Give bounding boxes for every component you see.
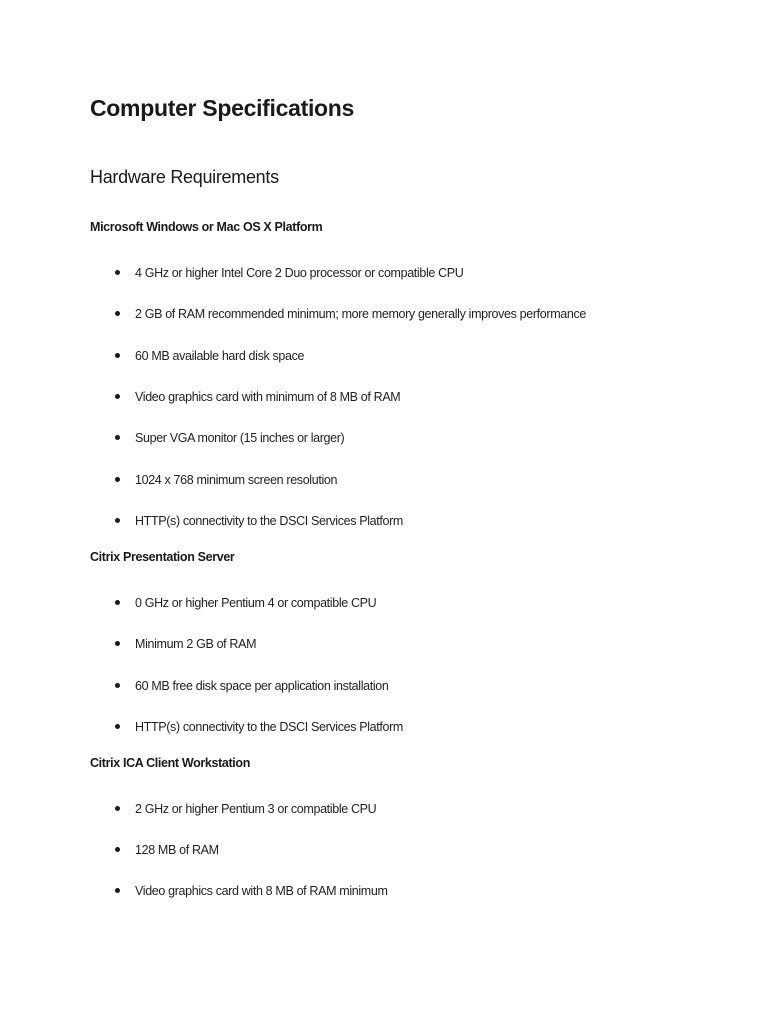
- list-item-text: Video graphics card with minimum of 8 MB of RAM: [135, 390, 401, 404]
- list-item: [0, 471, 768, 491]
- list-item: [0, 347, 768, 367]
- list-item-text: 4 GHz or higher Intel Core 2 Duo processor or compatible CPU: [135, 266, 464, 280]
- bullet-icon: [115, 724, 120, 729]
- bullet-icon: [115, 353, 120, 358]
- list-item-text: 60 MB available hard disk space: [135, 349, 305, 363]
- list-item-text: 2 GHz or higher Pentium 3 or compatible CPU: [135, 802, 377, 816]
- list-item-text: HTTP(s) connectivity to the DSCI Services Platform: [135, 720, 403, 734]
- list-item-text: 60 MB free disk space per application installation: [135, 679, 389, 693]
- bullet-icon: [115, 270, 120, 275]
- page-title: Computer Specifications: [90, 95, 355, 121]
- list-item: [0, 841, 768, 861]
- bullet-icon: [115, 806, 120, 811]
- subheading-windows-mac: Microsoft Windows or Mac OS X Platform: [90, 220, 323, 234]
- list-item: [0, 429, 768, 449]
- list-item-text: HTTP(s) connectivity to the DSCI Services Platform: [135, 514, 403, 528]
- bullet-icon: [115, 683, 120, 688]
- bullet-icon: [115, 477, 120, 482]
- list-item: [0, 882, 768, 902]
- list-item: [0, 388, 768, 408]
- list-item: [0, 594, 768, 614]
- list-item: [0, 264, 768, 284]
- list-item-text: Minimum 2 GB of RAM: [135, 637, 257, 651]
- list-item-text: 0 GHz or higher Pentium 4 or compatible CPU: [135, 596, 377, 610]
- bullet-icon: [115, 641, 120, 646]
- bullet-icon: [115, 847, 120, 852]
- subheading-citrix-server: Citrix Presentation Server: [90, 550, 235, 564]
- bullet-icon: [115, 435, 120, 440]
- list-item: [0, 305, 768, 325]
- bullet-icon: [115, 518, 120, 523]
- list-item-text: 2 GB of RAM recommended minimum; more memory generally improves performance: [135, 307, 586, 321]
- bullet-icon: [115, 311, 120, 316]
- list-item-text: Video graphics card with 8 MB of RAM minimum: [135, 884, 388, 898]
- list-item-text: Super VGA monitor (15 inches or larger): [135, 431, 345, 445]
- list-item-text: 128 MB of RAM: [135, 843, 219, 857]
- list-item: [0, 677, 768, 697]
- bullet-icon: [115, 394, 120, 399]
- subheading-citrix-client: Citrix ICA Client Workstation: [90, 756, 251, 770]
- list-item: [0, 512, 768, 532]
- list-item-text: 1024 x 768 minimum screen resolution: [135, 473, 338, 487]
- list-item: [0, 800, 768, 820]
- bullet-icon: [115, 600, 120, 605]
- list-item: [0, 635, 768, 655]
- section-heading-hardware: Hardware Requirements: [90, 167, 279, 187]
- list-item: [0, 718, 768, 738]
- bullet-icon: [115, 888, 120, 893]
